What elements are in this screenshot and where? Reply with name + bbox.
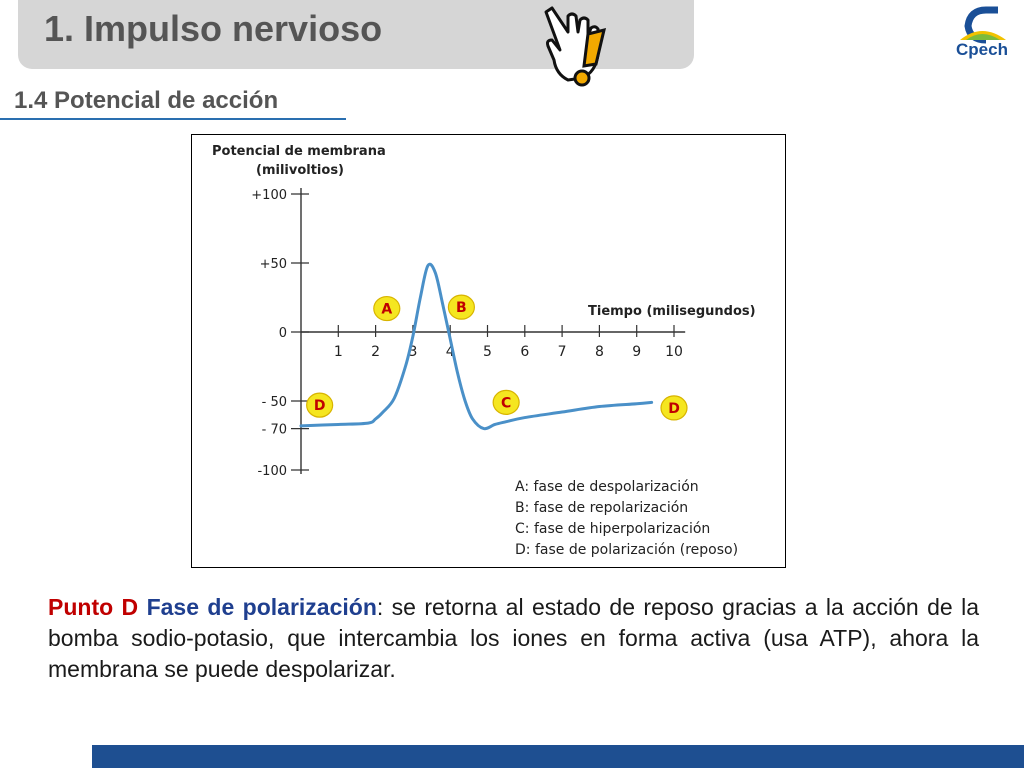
explanation-paragraph [48,592,979,685]
y-tick-label: +50 [259,257,287,272]
explanation-rest: : se retorna al estado de reposo gracias a la acción de la bomba sodio-potasio, que intercambia los iones en forma activa (usa ATP), ahora la membrana se puede despolarizar. [48,594,979,682]
x-tick-label: 2 [371,344,381,360]
footer-bar [92,745,1024,768]
pointing-hand-exclamation-icon [538,2,620,90]
legend-entry: A: fase de despolarización [515,479,699,495]
phase-marker-label: B [456,300,467,317]
term-phase: Fase de polarización [146,594,377,620]
legend-entry: C: fase de hiperpolarización [515,521,711,537]
y-tick-label: - 50 [261,395,287,410]
legend-entry: B: fase de repolarización [515,500,689,516]
x-tick-label: 8 [594,344,604,360]
y-tick-label: 0 [278,326,287,341]
x-tick-label: 5 [483,344,492,360]
y-axis-label-line1: Potencial de membrana [212,144,386,159]
x-tick-label: 6 [520,344,530,360]
y-tick-label: - 70 [261,422,287,438]
phase-marker-label: C [501,395,512,412]
phase-marker-label: D [313,398,326,415]
section-subtitle: 1.4 Potencial de acción [14,87,279,114]
logo-text: Cpech [956,40,1008,59]
y-tick-label: +100 [251,188,287,203]
subtitle-underline [0,118,346,120]
y-axis-label-line2: (milivoltios) [256,163,344,178]
action-potential-chart [191,134,786,568]
x-tick-label: 3 [408,344,418,360]
phase-marker-label: D [668,400,680,417]
x-axis-label: Tiempo (milisegundos) [588,304,756,319]
phase-marker-label: A [381,301,393,318]
x-tick-label: 7 [557,344,567,360]
x-tick-label: 9 [632,344,642,360]
x-tick-label: 4 [445,344,455,360]
x-tick-label: 10 [665,344,683,360]
x-tick-label: 1 [333,344,343,360]
legend-entry: D: fase de polarización (reposo) [515,542,739,558]
page-title: 1. Impulso nervioso [44,8,383,49]
term-point-d: Punto D [48,594,139,620]
y-tick-label: -100 [257,464,287,479]
